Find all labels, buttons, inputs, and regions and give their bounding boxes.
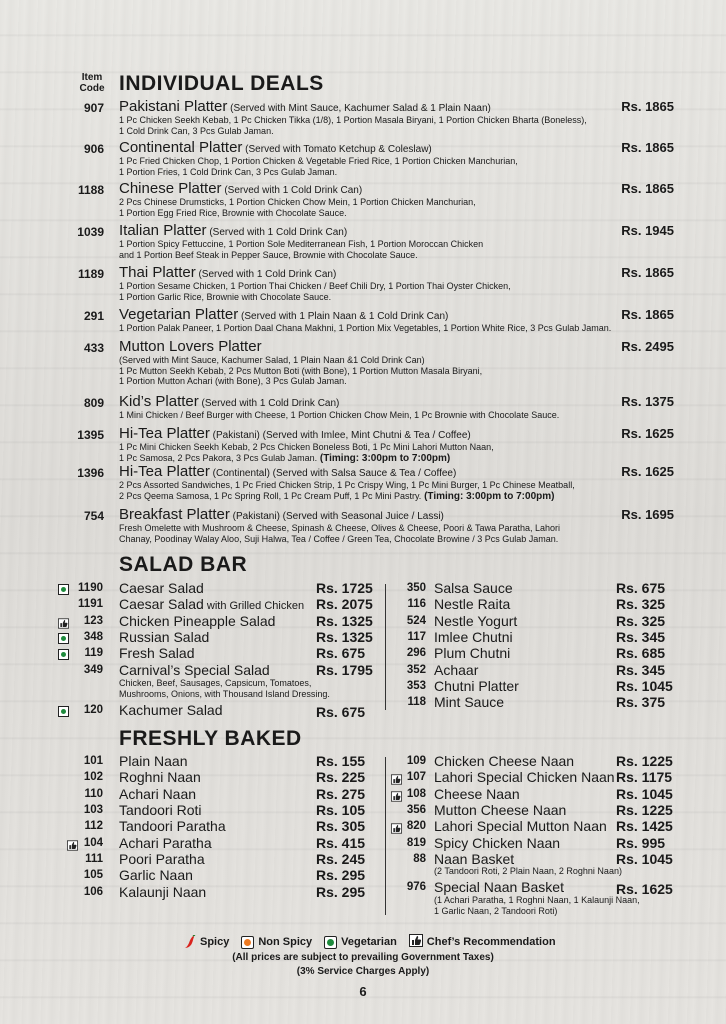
bread-name: Lahori Special Mutton Naan: [434, 818, 607, 834]
deal-price: Rs. 1865: [621, 181, 674, 196]
tax-note: (All prices are subject to prevailing Government Taxes): [232, 952, 494, 963]
bread-price: Rs. 995: [616, 835, 666, 851]
description-text: 2 Pcs Chinese Drumsticks, 1 Portion Chicken Chow Mein, 1 Portion Chicken Manchurian,: [119, 197, 476, 207]
deal-description: [119, 355, 425, 366]
deal-description: [119, 323, 611, 334]
page-number: 6: [359, 984, 367, 999]
deal-serving-note: (Served with 1 Cold Drink Can): [195, 269, 337, 280]
deal-description: [119, 480, 575, 491]
salad-name: Nestle Raita: [434, 596, 511, 612]
item-code: 524: [406, 615, 426, 627]
deal-title: Kid’s Platter: [119, 393, 199, 410]
salad-price: Rs. 325: [616, 596, 666, 612]
bread-price: Rs. 275: [316, 786, 366, 802]
item-code: 976: [406, 881, 426, 893]
salad-name: Imlee Chutni: [434, 629, 513, 645]
salad-price: Rs. 375: [616, 694, 666, 710]
section-title-individual-deals: INDIVIDUAL DEALS: [119, 72, 324, 95]
deal-description: [119, 376, 347, 387]
description-text: 1 Pc Samosa, 2 Pcs Pakora, 3 Pcs Gulab Jaman.: [119, 452, 318, 463]
deal-title: Vegetarian Platter: [119, 306, 239, 323]
deal-price: Rs. 1865: [621, 140, 674, 155]
salad-title: Chicken Pineapple Salad: [119, 613, 276, 629]
item-code: 352: [406, 664, 426, 676]
description-text: 1 Portion Palak Paneer, 1 Portion Daal Chana Makhni, 1 Portion Mix Vegetables, 1 Portion White Rice, 3 Pcs Gulab Jaman.: [119, 323, 612, 333]
salad-price: Rs. 1325: [316, 629, 373, 645]
salad-name: Nestle Yogurt: [434, 613, 518, 629]
bread-name: Spicy Chicken Naan: [434, 835, 561, 851]
description-text: Chanay, Poodinay Walay Aloo, Suji Halwa, Tea / Coffee / Green Tea, Chocolate Browine / 3 Pcs Gulab Jaman.: [119, 533, 559, 544]
deal-serving-note: (Served with Tomato Ketchup & Coleslaw): [242, 144, 432, 155]
item-code: 820: [406, 820, 426, 832]
deal-price: Rs. 1695: [621, 507, 674, 522]
item-code: 1191: [78, 598, 103, 610]
carnival-salad-description: Mushrooms, Onions, with Thousand Island Dressing.: [119, 688, 330, 699]
deal-price: Rs. 1625: [621, 426, 674, 441]
salad-price: Rs. 675: [616, 580, 666, 596]
item-code: 809: [83, 396, 104, 410]
item-code: 907: [83, 101, 104, 115]
bread-price: Rs. 1625: [616, 881, 673, 897]
salad-name: [119, 629, 209, 645]
salad-name: Chutni Platter: [434, 678, 519, 694]
item-code: 123: [83, 615, 103, 627]
salad-title: Russian Salad: [119, 629, 210, 645]
item-code: 109: [406, 755, 426, 767]
item-code-header: [76, 72, 108, 94]
bread-name: Kalaunji Naan: [119, 884, 207, 900]
item-code: 111: [85, 853, 103, 865]
item-code: 1190: [78, 582, 103, 594]
section-title-salad-bar: SALAD BAR: [119, 553, 248, 576]
item-code: 754: [83, 509, 104, 523]
deal-title: Breakfast Platter: [119, 506, 230, 523]
deal-title: Mutton Lovers Platter: [119, 338, 262, 355]
bread-name: Plain Naan: [119, 753, 188, 769]
column-divider: [385, 757, 386, 915]
item-code: 296: [406, 647, 426, 659]
item-code-label: Item: [81, 72, 103, 83]
bread-price: Rs. 155: [316, 753, 366, 769]
bread-name: Roghni Naan: [119, 769, 201, 785]
bread-name: Garlic Naan: [119, 867, 193, 883]
bread-price: Rs. 1225: [616, 802, 673, 818]
salad-price: Rs. 685: [616, 645, 666, 661]
salad-name: Salsa Sauce: [434, 580, 513, 596]
bread-name: Special Naan Basket: [434, 879, 564, 895]
salad-name: [119, 645, 194, 661]
deal-title: Pakistani Platter: [119, 98, 228, 115]
deal-description: [119, 156, 518, 167]
salad-price: Rs. 1325: [316, 613, 373, 629]
salad-price: Rs. 2075: [316, 596, 373, 612]
description-text: Fresh Omelette with Mushroom & Cheese, Spinash & Cheese, Olives & Cheese, Poori & Tawa Paratha, Lahori: [119, 523, 561, 533]
deal-description: [119, 534, 558, 545]
description-text: 1 Portion Mutton Achari (with Bone), 3 Pcs Gulab Jaman.: [119, 376, 347, 386]
salad-name: [119, 662, 270, 678]
deal-title: Hi-Tea Platter: [119, 425, 210, 442]
salad-name: Mint Sauce: [434, 694, 505, 710]
special-basket-description: 1 Garlic Naan, 2 Tandoori Roti): [434, 905, 558, 916]
item-code: 291: [83, 309, 104, 323]
deal-price: Rs. 1865: [621, 99, 674, 114]
veg-icon: [324, 936, 337, 949]
item-code: 1188: [77, 183, 104, 197]
deal-description: [119, 239, 483, 250]
deal-serving-note: (Continental) (Served with Salsa Sauce & Tea / Coffee): [209, 468, 457, 479]
item-code: 106: [83, 886, 103, 898]
description-text: and 1 Portion Beef Steak in Pepper Sauce, Brownie with Chocolate Sauce.: [119, 249, 418, 260]
item-code: 120: [83, 704, 103, 716]
item-code: 1039: [77, 225, 104, 239]
salad-name: [119, 613, 275, 629]
legend-chef-recommendation: Chef’s Recommendation: [426, 936, 556, 948]
deal-description: [119, 208, 347, 219]
deal-description: [119, 523, 560, 534]
salad-title: Caesar Salad: [119, 596, 204, 612]
deal-price: Rs. 1945: [621, 223, 674, 238]
salad-title: Caesar Salad: [119, 580, 204, 596]
non-spicy-icon: [241, 936, 254, 949]
bread-name: Achari Naan: [119, 786, 197, 802]
deal-serving-note: (Pakistani) (Served with Imlee, Mint Chutni & Tea / Coffee): [209, 430, 471, 441]
thumb-icon: [58, 616, 69, 627]
deal-price: Rs. 1865: [621, 307, 674, 322]
item-code: 349: [83, 664, 103, 676]
special-basket-description: (1 Achari Paratha, 1 Roghni Naan, 1 Kalaunji Naan,: [434, 895, 640, 905]
description-text: 1 Pc Chicken Seekh Kebab, 1 Pc Chicken Tikka (1/8), 1 Portion Masala Biryani, 1 Portion Chicken Bharta (Boneless),: [119, 115, 587, 125]
salad-price: Rs. 1045: [616, 678, 673, 694]
bread-name: Lahori Special Chicken Naan: [434, 769, 615, 785]
salad-price: Rs. 325: [616, 613, 666, 629]
bread-name: Achari Paratha: [119, 835, 212, 851]
bread-price: Rs. 1045: [616, 851, 673, 867]
deal-title: Continental Platter: [119, 139, 243, 156]
bread-price: Rs. 1045: [616, 786, 673, 802]
item-code: 1189: [77, 267, 104, 281]
description-text: 1 Pc Mini Chicken Seekh Kebab, 2 Pcs Chicken Boneless Boti, 1 Pc Mini Lahori Mutton Naan,: [119, 442, 494, 452]
deal-description: [119, 115, 587, 126]
description-text: 2 Pcs Assorted Sandwiches, 1 Pc Fried Chicken Strip, 1 Pc Crispy Wing, 1 Pc Mini Burger, 1 Pc Chinese Meatball,: [119, 480, 575, 490]
bread-name: Naan Basket: [434, 851, 515, 867]
code-label: Code: [79, 83, 105, 94]
deal-serving-note: (Served with 1 Cold Drink Can): [206, 227, 348, 238]
serving-timing: (Timing: 3:00pm to 7:00pm): [317, 452, 451, 464]
salad-name: Plum Chutni: [434, 645, 511, 661]
deal-serving-note: (Pakistani) (Served with Seasonal Juice / Lassi): [229, 511, 444, 522]
bread-price: Rs. 105: [316, 802, 366, 818]
carnival-salad-description: Chicken, Beef, Sausages, Capsicum, Tomatoes,: [119, 678, 312, 688]
bread-price: Rs. 295: [316, 867, 366, 883]
salad-name: Achaar: [434, 662, 479, 678]
item-code: 819: [406, 837, 426, 849]
description-text: 1 Portion Fries, 1 Cold Drink Can, 3 Pcs Gulab Jaman.: [119, 166, 338, 177]
item-code: 350: [406, 582, 426, 594]
bread-name: Mutton Cheese Naan: [434, 802, 567, 818]
salad-price: Rs. 345: [616, 629, 666, 645]
item-code: 433: [83, 341, 104, 355]
veg-icon: [58, 649, 69, 660]
item-code: 117: [407, 631, 426, 643]
deal-price: Rs. 1375: [621, 394, 674, 409]
item-code: 88: [413, 853, 426, 865]
item-code: 103: [83, 804, 103, 816]
deal-serving-note: (Served with Mint Sauce, Kachumer Salad & 1 Plain Naan): [227, 103, 491, 114]
deal-name: [119, 338, 262, 356]
description-text: 1 Cold Drink Can, 3 Pcs Gulab Jaman.: [119, 125, 274, 136]
description-text: 2 Pcs Qeema Samosa, 1 Pc Spring Roll, 1 Pc Cream Puff, 1 Pc Mini Pastry.: [119, 490, 422, 501]
item-code: 112: [84, 820, 103, 832]
bread-name: Tandoori Roti: [119, 802, 202, 818]
salad-price: Rs. 1725: [316, 580, 373, 596]
deal-title: Hi-Tea Platter: [119, 463, 210, 480]
description-text: 1 Portion Egg Fried Rice, Brownie with Chocolate Sauce.: [119, 207, 347, 218]
section-title-freshly-baked: FRESHLY BAKED: [119, 727, 302, 750]
deal-title: Italian Platter: [119, 222, 207, 239]
deal-serving-note: (Served with 1 Cold Drink Can): [221, 185, 363, 196]
deal-description: [119, 410, 559, 421]
deal-description: [119, 491, 554, 503]
deal-description: [119, 167, 337, 178]
deal-description: [119, 197, 476, 208]
bread-price: Rs. 295: [316, 884, 366, 900]
bread-price: Rs. 415: [316, 835, 366, 851]
salad-price: Rs. 675: [316, 704, 366, 720]
item-code: 1395: [77, 428, 104, 442]
item-code: 101: [83, 755, 103, 767]
legend-non-spicy: Non Spicy: [258, 936, 313, 948]
service-charge-note: (3% Service Charges Apply): [296, 966, 430, 977]
naan-basket-description: (2 Tandoori Roti, 2 Plain Naan, 2 Roghni Naan): [434, 866, 622, 876]
deal-description: [119, 292, 331, 303]
salad-title: Kachumer Salad: [119, 702, 223, 718]
description-text: 1 Pc Mutton Seekh Kebab, 2 Pcs Mutton Boti (with Bone), 1 Portion Mutton Masala Biryani,: [119, 365, 483, 376]
deal-price: Rs. 2495: [621, 339, 674, 354]
item-code: 110: [84, 788, 103, 800]
salad-title: Fresh Salad: [119, 645, 195, 661]
bread-price: Rs. 1225: [616, 753, 673, 769]
deal-serving-note: (Served with 1 Plain Naan & 1 Cold Drink Can): [238, 311, 449, 322]
deal-title: Thai Platter: [119, 264, 196, 281]
serving-timing: (Timing: 3:00pm to 7:00pm): [421, 490, 555, 502]
description-text: 1 Portion Sesame Chicken, 1 Portion Thai Chicken / Beef Chili Dry, 1 Portion Thai Oyster Chicken,: [119, 281, 511, 291]
item-code: 348: [83, 631, 103, 643]
item-code: 108: [406, 788, 426, 800]
thumb-icon: [409, 934, 423, 950]
deal-price: Rs. 1625: [621, 464, 674, 479]
bread-price: Rs. 305: [316, 818, 366, 834]
item-code: 118: [407, 696, 426, 708]
legend-spicy: Spicy: [200, 936, 230, 948]
salad-name: [119, 596, 304, 612]
column-divider: [385, 584, 386, 710]
deal-description: [119, 250, 418, 261]
description-text: (Served with Mint Sauce, Kachumer Salad, 1 Plain Naan &1 Cold Drink Can): [119, 355, 425, 365]
chili-icon: [184, 935, 196, 949]
salad-title: Carnival’s Special Salad: [119, 662, 270, 678]
salad-price: Rs. 675: [316, 645, 366, 661]
veg-icon: [58, 706, 69, 717]
description-text: 1 Portion Garlic Rice, Brownie with Chocolate Sauce.: [119, 291, 332, 302]
description-text: 1 Mini Chicken / Beef Burger with Cheese, 1 Portion Chicken Chow Mein, 1 Pc Brownie with Chocolate Sauce.: [119, 410, 560, 420]
deal-price: Rs. 1865: [621, 265, 674, 280]
legend: [184, 934, 556, 950]
bread-name: Cheese Naan: [434, 786, 520, 802]
item-code: 104: [83, 837, 103, 849]
bread-name: Tandoori Paratha: [119, 818, 226, 834]
veg-icon: [58, 584, 69, 595]
veg-icon: [58, 633, 69, 644]
item-code: 353: [406, 680, 426, 692]
deal-description: [119, 366, 482, 377]
item-code: 356: [406, 804, 426, 816]
bread-price: Rs. 225: [316, 769, 366, 785]
bread-price: Rs. 1175: [616, 769, 673, 785]
item-code: 119: [84, 647, 103, 659]
deal-title: Chinese Platter: [119, 180, 222, 197]
salad-price: Rs. 345: [616, 662, 666, 678]
salad-variant: with Grilled Chicken: [203, 600, 305, 612]
salad-name: [119, 702, 223, 718]
item-code: 102: [83, 771, 103, 783]
bread-name: Poori Paratha: [119, 851, 205, 867]
item-code: 1396: [77, 466, 104, 480]
item-code: 906: [83, 142, 104, 156]
salad-name: [119, 580, 204, 596]
salad-price: Rs. 1795: [316, 662, 373, 678]
bread-price: Rs. 1425: [616, 818, 673, 834]
deal-description: [119, 281, 511, 292]
deal-description: [119, 442, 494, 453]
deal-description: [119, 126, 274, 137]
item-code: 116: [407, 598, 426, 610]
description-text: 1 Pc Fried Chicken Chop, 1 Portion Chicken & Vegetable Fried Rice, 1 Portion Chicken Manchurian,: [119, 156, 518, 166]
description-text: 1 Portion Spicy Fettuccine, 1 Portion Sole Mediterranean Fish, 1 Portion Moroccan Chicken: [119, 239, 484, 249]
bread-price: Rs. 245: [316, 851, 366, 867]
item-code: 105: [83, 869, 103, 881]
item-code: 107: [406, 771, 426, 783]
legend-vegetarian: Vegetarian: [341, 936, 397, 948]
deal-serving-note: (Served with 1 Cold Drink Can): [198, 398, 340, 409]
bread-name: Chicken Cheese Naan: [434, 753, 575, 769]
